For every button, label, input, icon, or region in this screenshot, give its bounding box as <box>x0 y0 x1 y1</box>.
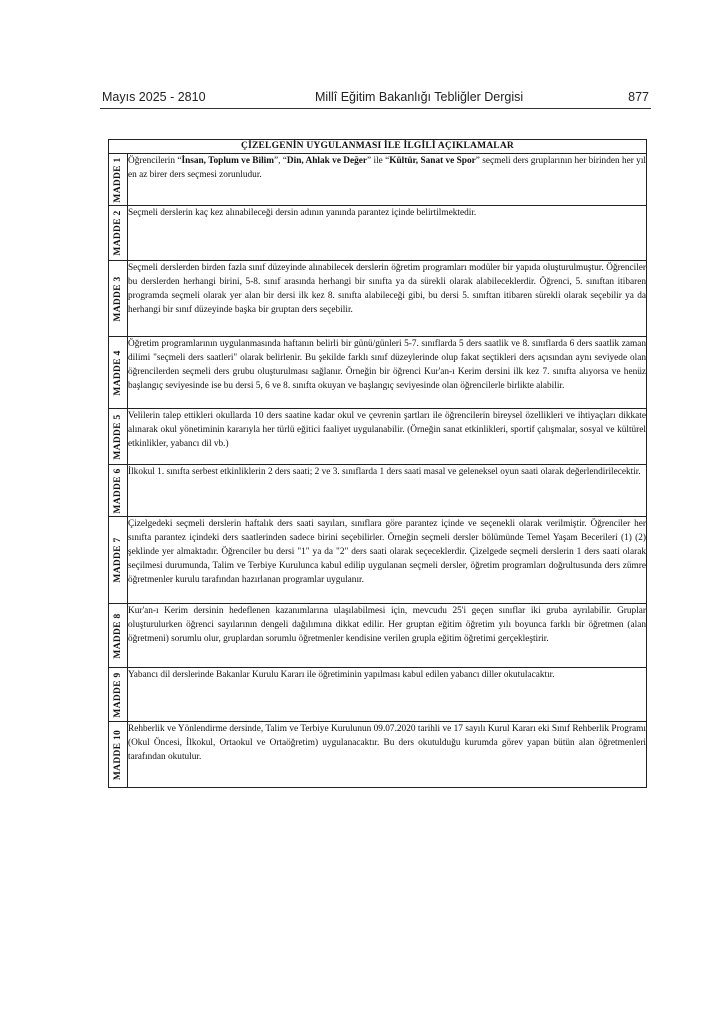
article-label: MADDE 7 <box>113 537 123 583</box>
article-label: MADDE 3 <box>113 275 123 322</box>
table-row <box>109 154 647 206</box>
table-row <box>109 517 647 604</box>
article-text: Öğretim programlarının uygulanmasında haftanın belirli bir günü/günleri 5-7. sınıflarda 5 ders saatlik ve 8. sınıflarda 6 ders saatlik zaman dilimi "seçmeli ders saatleri" olarak belirlenir. Bu şekilde farklı sınıf düzeylerinde olup fakat seçtikleri ders açısından aynı seviyede olan öğrencilerden seçmeli ders grubu oluşturulması sağlanır. Örneğin bir öğrenci Kur'an-ı Kerim dersini ilk kez 7. sınıfta alıyorsa ve henüz başlangıç seviyesinde ise bu dersi 5, 6 ve 8. sınıfta okuyan ve başlangıç seviyesinde olan öğrencilerle birlikte alabilir. <box>128 337 647 409</box>
article-text: Kur'an-ı Kerim dersinin hedeflenen kazanımlarına ulaşılabilmesi için, mevcudu 25'i geçen sınıflar iki gruba ayrılabilir. Gruplar oluşturulurken öğrenci sayılarının dengeli dağılımına dikkat edilir. Her gruptan eğitim öğretim yılı boyunca farklı bir öğretmen (alan öğretmeni) sorumlu olur, gruplardan sorumlu öğretmenler kendisine verilen grupla eğitim öğretimi gerçekleştirir. <box>128 604 647 668</box>
article-label-cell <box>109 722 128 788</box>
article-label-cell <box>109 261 128 337</box>
table-row <box>109 337 647 409</box>
article-label-cell <box>109 604 128 668</box>
article-text: Yabancı dil derslerinde Bakanlar Kurulu Kararı ile öğretiminin yapılması kabul edilen yabancı diller okutulacaktır. <box>128 668 647 722</box>
explanations-table <box>108 139 647 788</box>
article-label: MADDE 10 <box>113 729 123 780</box>
page-header <box>100 88 651 108</box>
table-row <box>109 604 647 668</box>
table-row <box>109 409 647 465</box>
article-text: Seçmeli derslerin kaç kez alınabileceği dersin adının yanında parantez içinde belirtilmektedir. <box>128 206 647 261</box>
article-label-cell <box>109 154 128 206</box>
page-number: 877 <box>628 90 649 104</box>
table-title-row <box>109 140 647 154</box>
table-row <box>109 206 647 261</box>
article-label: MADDE 5 <box>113 413 123 460</box>
article-label: MADDE 8 <box>113 612 123 659</box>
article-label-cell <box>109 465 128 517</box>
article-text: Velilerin talep ettikleri okullarda 10 ders saatine kadar okul ve çevrenin şartları ile öğrencilerin bireysel özellikleri ve ihtiyaçları dikkate alınarak okul yönetiminin kararıyla her türlü eğitici faaliyet uygulanabilir. (Örneğin sanat etkinlikleri, sportif çalışmalar, sosyal ve kültürel etkinlikler, yabancı dil vb.) <box>128 409 647 465</box>
article-text: Seçmeli derslerden birden fazla sınıf düzeyinde alınabilecek derslerin öğretim programları modüler bir yapıda oluşturulmuştur. Öğrenciler bu derslerden herhangi birini, 5-8. sınıf arasında herhangi bir sınıfta ya da sürekli olarak alabileceklerdir. Öğrenci, 5. sınıftan itibaren programda seçmeli olarak yer alan bir dersi ilk kez 8. sınıfta alabileceği gibi, bu dersi 5. sınıftan itibaren sürekli olarak seçebilir ya da herhangi bir sınıf düzeyinde başka bir gruptan ders seçebilir. <box>128 261 647 337</box>
header-rule <box>100 108 651 109</box>
article-label-cell <box>109 337 128 409</box>
issue-date: Mayıs 2025 - 2810 <box>102 90 206 104</box>
article-text: Rehberlik ve Yönlendirme dersinde, Talim ve Terbiye Kurulunun 09.07.2020 tarihli ve 17 sayılı Kurul Kararı eki Sınıf Rehberlik Programı (Okul Öncesi, İlkokul, Ortaokul ve Ortaöğretim) uygulanacaktır. Bu ders okutulduğu kurumda görev yapan bütün alan öğretmenleri tarafından okutulur. <box>128 722 647 788</box>
article-label: MADDE 6 <box>113 467 123 514</box>
article-label-cell <box>109 206 128 261</box>
table-row <box>109 261 647 337</box>
journal-title: Millî Eğitim Bakanlığı Tebliğler Dergisi <box>315 90 524 104</box>
table-row <box>109 722 647 788</box>
article-label: MADDE 9 <box>113 671 123 718</box>
article-label: MADDE 1 <box>113 156 123 203</box>
article-text: Öğrencilerin “İnsan, Toplum ve Bilim”, “Din, Ahlak ve Değer” ile “Kültür, Sanat ve Spor” seçmeli ders gruplarının her birinden her yıl en az birer ders seçmesi zorunludur. <box>128 154 647 206</box>
article-label-cell <box>109 668 128 722</box>
article-text: Çizelgedeki seçmeli derslerin haftalık ders saati sayıları, sınıflara göre parantez içinde ve seçenekli olarak verilmiştir. Öğrenciler her sınıfta parantez içindeki ders saatlerinden sadece birini seçebilirler. Örneğin seçmeli dersler bölümünde Temel Yaşam Becerileri (1) (2) şeklinde yer almaktadır. Öğrenciler bu dersi "1" ya da "2" ders saati olarak seçeceklerdir. Çizelgede seçmeli derslerin 1 ders saati olarak seçilmesi durumunda, Talim ve Terbiye Kurulunca kabul edilip uygulanan seçmeli dersler, öğretim programları doğrultusunda ders zümre öğretmenler kurulu tarafından hazırlanan programlar uygulanır. <box>128 517 647 604</box>
article-label-cell <box>109 409 128 465</box>
article-label: MADDE 4 <box>113 349 123 396</box>
article-text: İlkokul 1. sınıfta serbest etkinliklerin 2 ders saati; 2 ve 3. sınıflarda 1 ders saati masal ve geleneksel oyun saati olarak değerlendirilecektir. <box>128 465 647 517</box>
table-row <box>109 465 647 517</box>
table-title: ÇİZELGENİN UYGULANMASI İLE İLGİLİ AÇIKLAMALAR <box>109 140 647 154</box>
article-label: MADDE 2 <box>113 210 123 256</box>
article-label-cell <box>109 517 128 604</box>
table-row <box>109 668 647 722</box>
